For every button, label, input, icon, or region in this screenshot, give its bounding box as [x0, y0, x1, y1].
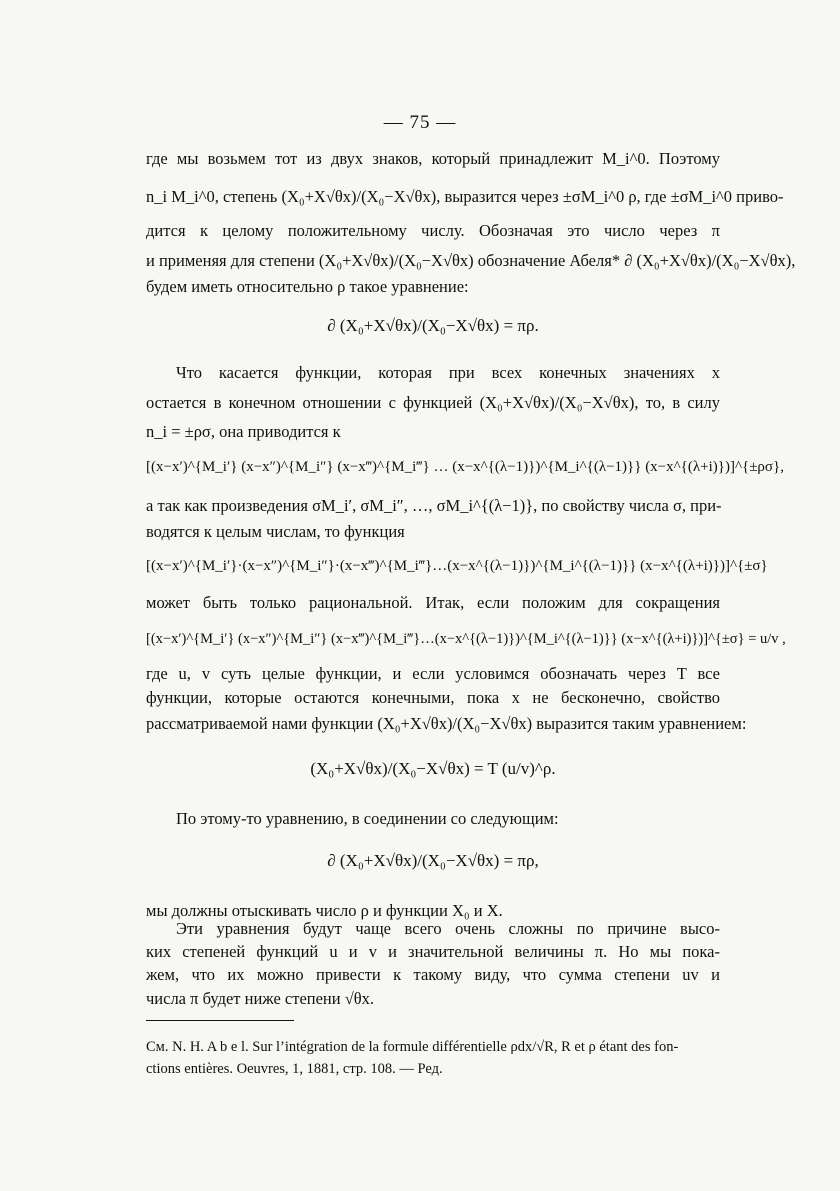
text-line: Что касается функции, которая при всех конечных значениях x	[176, 363, 720, 382]
equation: ∂ (X₀+X√θx)/(X₀−X√θx) = πρ,	[327, 851, 539, 870]
text-line: дится к целому положительному числу. Обозначая это число через π	[146, 221, 720, 240]
text-line: ких степеней функций u и v и значительной величины π. Но мы пока-	[146, 942, 720, 961]
equation: ∂ (X₀+X√θx)/(X₀−X√θx) = πρ.	[327, 316, 539, 335]
text-line: жем, что их можно привести к такому виду, что сумма степени uv и	[146, 965, 720, 984]
text-line: n_i M_i^0, степень (X₀+X√θx)/(X₀−X√θx), выразится через ±σM_i^0 ρ, где ±σM_i^0 приво-	[146, 187, 784, 206]
text-line: числа π будет ниже степени √θx.	[146, 989, 375, 1008]
text-line: водятся к целым числам, то функция	[146, 522, 405, 541]
footnote-line: ctions entières. Oeuvres, 1, 1881, стр. 108. — Ред.	[146, 1061, 443, 1077]
page-number: — 75 —	[383, 112, 457, 133]
footnote-rule	[146, 1020, 294, 1021]
text-line: функции, которые остаются конечными, пока x не бесконечно, свойство	[146, 688, 720, 707]
text-line: а так как произведения σM_i′, σM_i″, …, σM_i^{(λ−1)}, по свойству числа σ, при-	[146, 496, 722, 515]
text-line: может быть только рациональной. Итак, если положим для сокращения	[146, 593, 720, 612]
text-line: где мы возьмем тот из двух знаков, который принадлежит M_i^0. Поэтому	[146, 149, 720, 168]
footnote-line: См. N. H. A b e l. Sur l’intégration de la formule différentielle ρdx/√R, R et ρ étant des fon-	[146, 1039, 679, 1055]
text-line: где u, v суть целые функции, и если условимся обозначать через T все	[146, 664, 720, 683]
text-line: По этому-то уравнению, в соединении со следующим:	[176, 809, 559, 828]
text-line: Эти уравнения будут чаще всего очень сложны по причине высо-	[176, 919, 720, 938]
text-line: будем иметь относительно ρ такое уравнение:	[146, 277, 469, 296]
text-line: мы должны отыскивать число ρ и функции X₀ и X.	[146, 901, 503, 920]
equation: [(x−x′)^{M_i′} (x−x″)^{M_i″} (x−x‴)^{M_i‴} … (x−x^{(λ−1)})^{M_i^{(λ−1)}} (x−x^{(λ+i)})]^{±ρσ},	[146, 459, 784, 475]
text-line: и применяя для степени (X₀+X√θx)/(X₀−X√θx) обозначение Абеля* ∂ (X₀+X√θx)/(X₀−X√θx),	[146, 251, 796, 270]
text-line: остается в конечном отношении с функцией (X₀+X√θx)/(X₀−X√θx), то, в силу	[146, 393, 720, 412]
equation: (X₀+X√θx)/(X₀−X√θx) = T (u/v)^ρ.	[310, 759, 556, 778]
text-line: n_i = ±ρσ, она приводится к	[146, 422, 341, 441]
equation: [(x−x′)^{M_i′}·(x−x″)^{M_i″}·(x−x‴)^{M_i‴}…(x−x^{(λ−1)})^{M_i^{(λ−1)}} (x−x^{(λ+i)})]^{±σ}	[146, 558, 768, 574]
equation: [(x−x′)^{M_i′} (x−x″)^{M_i″} (x−x‴)^{M_i‴}…(x−x^{(λ−1)})^{M_i^{(λ−1)}} (x−x^{(λ+i)})]^{±σ} = u/v ,	[146, 631, 786, 647]
text-line: рассматриваемой нами функции (X₀+X√θx)/(X₀−X√θx) выразится таким уравнением:	[146, 714, 747, 733]
